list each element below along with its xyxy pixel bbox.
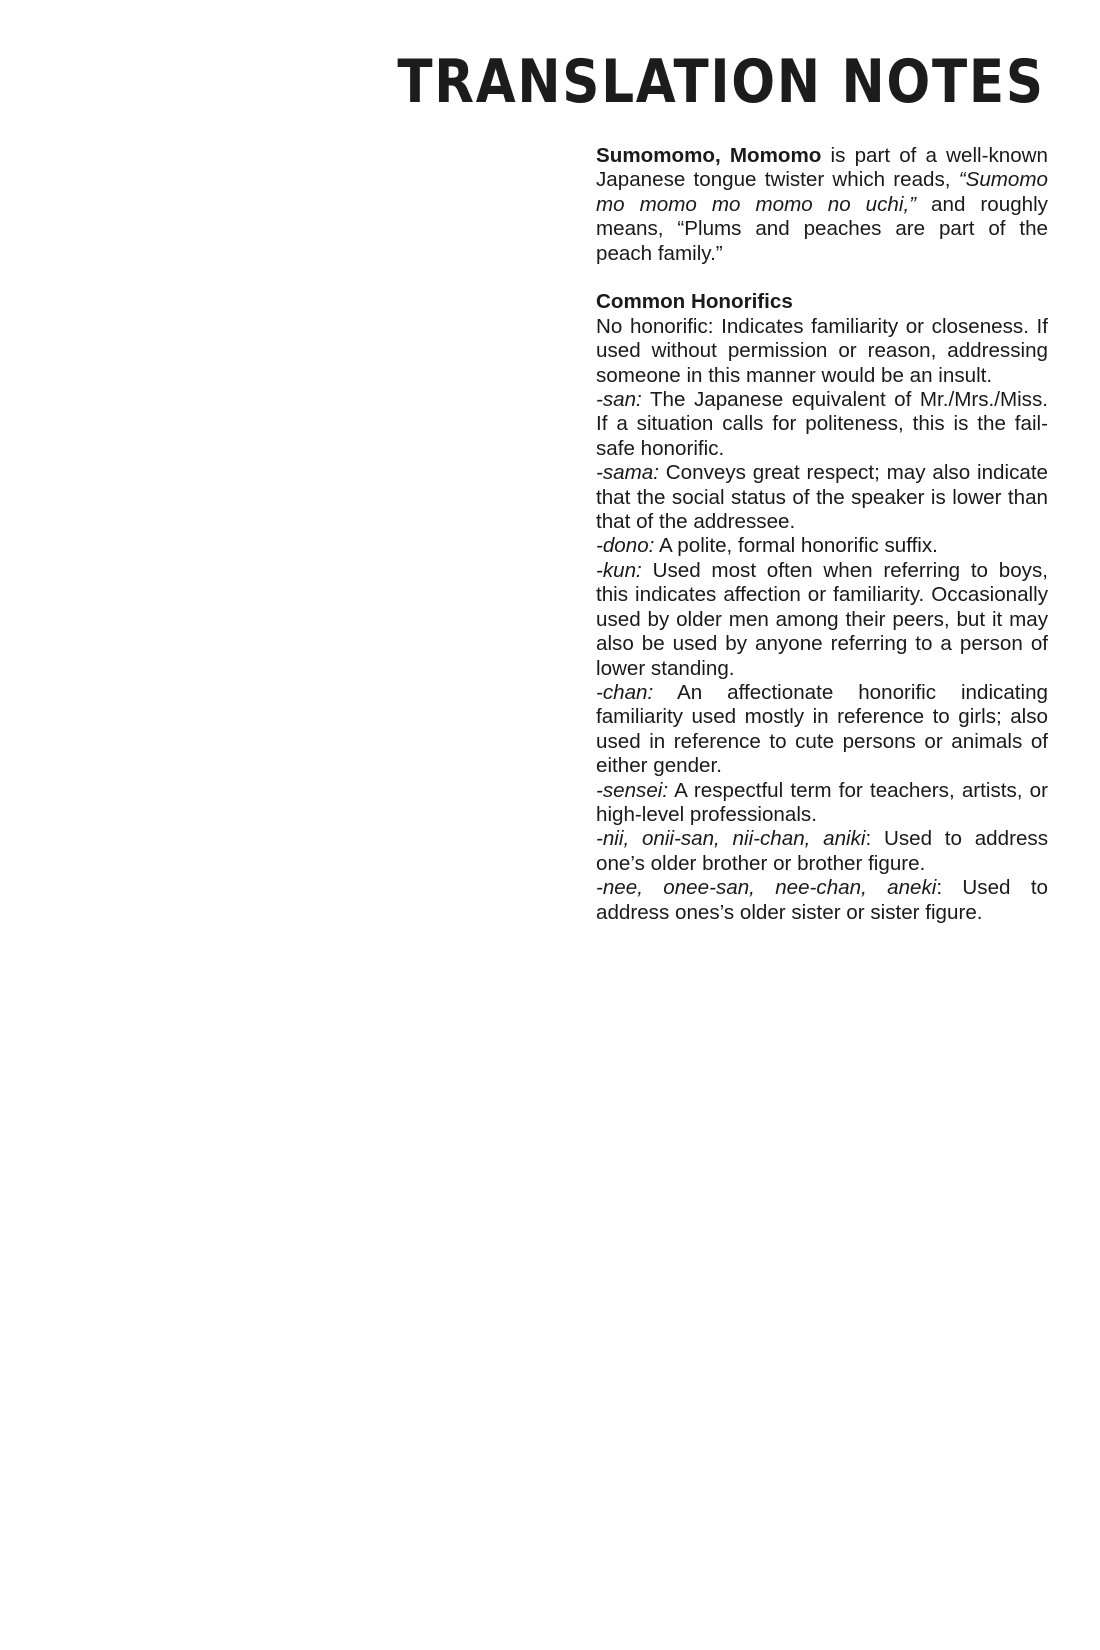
honorific-term: -kun: <box>596 558 642 582</box>
honorific-definition: : Used to address ones’s older sister or sister figure. <box>596 876 1048 924</box>
honorific-definition: The Japanese equivalent of Mr./Mrs./Miss. If a situation calls for politeness, this is the fail-safe honorific. <box>596 388 1048 460</box>
intro-quote: “Sumomo mo momo mo momo no uchi,” <box>596 168 1048 216</box>
honorific-term: No honorific: <box>596 314 714 338</box>
honorific-definition: : Used to address one’s older brother or brother figure. <box>596 827 1048 875</box>
honorific-term: -san: <box>596 388 642 412</box>
honorific-definition: A polite, formal honorific suffix. <box>654 534 938 558</box>
intro-term: Sumomomo, Momomo <box>596 144 822 167</box>
honorific-definition: Used most often when referring to boys, this indicates affection or familiarity. Occasionally used by older men among their peers, but it may also be used by anyone referring to a person of lower standing. <box>596 558 1048 680</box>
honorific-definition: A respectful term for teachers, artists, or high-level professionals. <box>596 778 1048 826</box>
honorific-entry-chan <box>596 681 1048 779</box>
intro-text-before-quote: is part of a well-known Japanese tongue twister which reads, <box>596 144 1048 192</box>
honorific-term: -sama: <box>596 461 659 485</box>
honorific-definition: Conveys great respect; may also indicate that the social status of the speaker is lower than that of the addressee. <box>596 461 1048 534</box>
honorific-entry-sensei <box>596 779 1048 828</box>
honorific-definition: An affectionate honorific indicating familiarity used mostly in reference to girls; also used in reference to cute persons or animals of either gender. <box>596 680 1048 778</box>
intro-text-after-quote: and roughly means, “Plums and peaches are part of the peach family.” <box>596 192 1048 265</box>
honorific-term: -chan: <box>596 680 654 704</box>
honorific-definition: Indicates familiarity or closeness. If used without permission or reason, addressing someone in this manner would be an insult. <box>596 314 1048 387</box>
page-title: TRANSLATION NOTES <box>397 47 1045 117</box>
honorific-entry-nii <box>596 827 1048 876</box>
honorific-entry-sama <box>596 461 1048 534</box>
honorific-entry-nee <box>596 876 1048 925</box>
honorifics-heading: Common Honorifics <box>596 290 793 314</box>
intro-paragraph <box>596 144 1048 266</box>
honorific-entry-kun <box>596 559 1048 681</box>
honorific-term: -dono: <box>596 534 655 558</box>
honorific-entry-san <box>596 388 1048 461</box>
honorific-term: -nii, onii-san, nii-chan, aniki <box>596 827 866 851</box>
honorific-entry-none <box>596 315 1048 388</box>
honorific-entry-dono <box>596 534 1048 558</box>
honorific-term: -nee, onee-san, nee-chan, aneki <box>596 876 937 900</box>
honorific-term: -sensei: <box>596 778 669 802</box>
notes-body <box>596 144 1048 925</box>
